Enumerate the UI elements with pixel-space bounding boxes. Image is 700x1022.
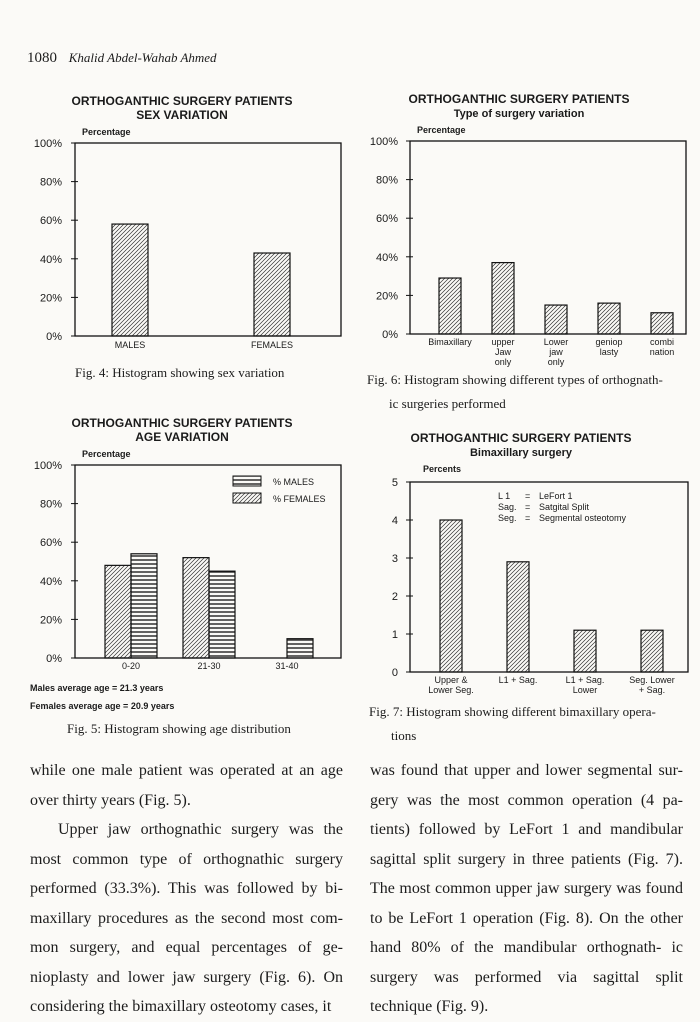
chart-subtitle: Type of surgery variation (453, 108, 585, 120)
y-tick-label: 100% (369, 136, 398, 148)
bar-bimaxillary (439, 278, 461, 334)
x-category-label: geniop (595, 337, 623, 347)
chart-sex-variation (0, 88, 350, 358)
key-equals: = (525, 491, 531, 501)
bar-males (112, 224, 148, 336)
y-tick-label: 0 (391, 667, 398, 679)
fig6-caption (367, 368, 663, 416)
body-column-left (30, 756, 343, 1022)
x-category-label: 0-20 (121, 661, 141, 671)
key-meaning: Segmental osteotomy (539, 513, 627, 523)
key-equals: = (525, 513, 531, 523)
y-axis-label: Percents (423, 464, 462, 474)
chart-subtitle: AGE VARIATION (135, 430, 229, 444)
bar-females-0-20 (105, 565, 131, 658)
y-tick-label: 60% (39, 537, 62, 550)
body-paragraph: Upper jaw orthognathic surgery was the most common type of orthognathic surgery performed (33.3%). This was followed by bi- maxillary procedures as the second most com- mon surgery, and equal percentages of ge- nioplasty and lower jaw surgery (Fig. 6). On considering the bimaxillary osteotomy cases, it (30, 821, 343, 1015)
y-tick-label: 1 (391, 629, 398, 641)
x-category-label: Lower (543, 337, 569, 347)
y-tick-label: 4 (391, 515, 398, 527)
fig5-caption: Fig. 5: Histogram showing age distribution (67, 721, 291, 736)
y-tick-label: 40% (375, 251, 398, 264)
chart-bimaxillary (355, 430, 700, 700)
x-category-label: upper (491, 337, 515, 347)
chart-title: ORTHOGANTHIC SURGERY PATIENTS (408, 92, 630, 106)
bar-females (254, 253, 290, 336)
key-equals: = (525, 502, 531, 512)
x-category-label: lasty (599, 347, 619, 357)
body-column-right (370, 756, 683, 1022)
key-abbreviation: L 1 (498, 491, 511, 501)
legend-label-females: % FEMALES (273, 494, 326, 504)
chart-legend (233, 476, 326, 504)
x-category-label: 21-30 (197, 661, 221, 671)
y-tick-label: 3 (391, 553, 398, 565)
legend-swatch-males (233, 476, 261, 486)
y-tick-label: 60% (375, 213, 398, 226)
y-tick-label: 80% (375, 174, 398, 187)
y-tick-label: 100% (33, 138, 62, 150)
bar-males-31-40 (287, 639, 313, 658)
y-axis-label: Percentage (417, 125, 466, 135)
x-category-label: Lower Seg. (428, 685, 474, 695)
bar-seg-lower-sag (641, 630, 663, 672)
caption-line: tions (391, 728, 417, 743)
chart-subtitle: SEX VARIATION (136, 108, 228, 122)
chart-title: ORTHOGANTHIC SURGERY PATIENTS (71, 416, 293, 430)
x-category-label: L1 + Sag. (498, 675, 538, 685)
x-category-label: combi (649, 337, 675, 347)
bar-l1-sag-lower (574, 630, 596, 672)
y-tick-label: 40% (39, 575, 62, 588)
x-category-label: 31-40 (275, 661, 299, 671)
y-tick-label: 2 (391, 591, 398, 603)
bar-females-21-30 (183, 558, 209, 658)
males-average-age: Males average age = 21.3 years (30, 683, 164, 693)
x-category-label: Jaw (494, 347, 512, 357)
bar-upper-lower-seg (440, 520, 462, 672)
bar-males-0-20 (131, 554, 157, 658)
author-name: Khalid Abdel-Wahab Ahmed (68, 50, 217, 65)
y-tick-label: 0% (46, 653, 62, 665)
legend-swatch-females (233, 493, 261, 503)
x-category-label: Lower (572, 685, 598, 695)
females-average-age: Females average age = 20.9 years (30, 701, 175, 711)
page-header (27, 50, 217, 67)
y-tick-label: 40% (39, 253, 62, 266)
key-meaning: LeFort 1 (539, 491, 573, 501)
y-tick-label: 80% (39, 498, 62, 511)
caption-line: Fig. 7: Histogram showing different bimaxillary opera- (369, 704, 656, 719)
chart-surgery-type (355, 88, 700, 373)
key-abbreviation: Seg. (498, 513, 517, 523)
key-meaning: Satgital Split (539, 502, 590, 512)
bar-l1-sag (507, 562, 529, 672)
y-axis-label: Percentage (82, 449, 131, 459)
fig7-caption (369, 700, 656, 748)
x-category-label: jaw (549, 347, 563, 357)
x-category-label: L1 + Sag. (565, 675, 605, 685)
x-category-label: Seg. Lower (629, 675, 675, 685)
bar-combi-nation (651, 313, 673, 334)
x-category-label: MALES (114, 340, 146, 350)
chart-title: ORTHOGANTHIC SURGERY PATIENTS (71, 94, 293, 108)
y-tick-label: 20% (375, 290, 398, 303)
x-category-label: + Sag. (638, 685, 666, 695)
x-category-label: Bimaxillary (428, 337, 472, 347)
y-tick-label: 80% (39, 176, 62, 189)
caption-line: Fig. 6: Histogram showing different types of orthognath- (367, 372, 663, 387)
chart-subtitle: Bimaxillary surgery (469, 447, 573, 459)
bar-males-21-30 (209, 571, 235, 658)
y-tick-label: 0% (382, 329, 398, 341)
body-paragraph: while one male patient was operated at an age over thirty years (Fig. 5). (30, 762, 343, 809)
legend-label-males: % MALES (273, 477, 315, 487)
key-abbreviation: Sag. (498, 502, 517, 512)
y-tick-label: 20% (39, 292, 62, 305)
fig4-caption: Fig. 4: Histogram showing sex variation (75, 365, 285, 380)
bar-geniop-lasty (598, 303, 620, 334)
x-category-label: only (494, 357, 512, 367)
y-tick-label: 5 (391, 477, 398, 489)
abbreviation-key (498, 491, 627, 523)
x-category-label: Upper & (434, 675, 468, 685)
caption-line: ic surgeries performed (389, 396, 506, 411)
x-category-label: FEMALES (250, 340, 294, 350)
chart-title: ORTHOGANTHIC SURGERY PATIENTS (410, 431, 632, 445)
y-tick-label: 100% (33, 460, 62, 472)
y-tick-label: 60% (39, 215, 62, 228)
y-axis-label: Percentage (82, 127, 131, 137)
y-tick-label: 20% (39, 614, 62, 627)
x-category-label: nation (649, 347, 675, 357)
y-tick-label: 0% (46, 331, 62, 343)
x-category-label: only (547, 357, 565, 367)
bar-upper-jaw-only (492, 263, 514, 334)
page-number: 1080 (27, 50, 57, 66)
bar-lower-jaw-only (545, 305, 567, 334)
body-paragraph: was found that upper and lower segmental sur- gery was the most common operation (4 pa- tients) followed by LeFort 1 and mandibular sagittal split surgery in three patients (Fig. 7). The most common upper jaw surgery was found to be LeFort 1 operation (Fig. 8). On the other hand 80% of the mandibular orthognath- ic surgery was performed via sagittal split technique (Fig. 9). (370, 762, 683, 1015)
chart-age-variation (0, 410, 350, 720)
